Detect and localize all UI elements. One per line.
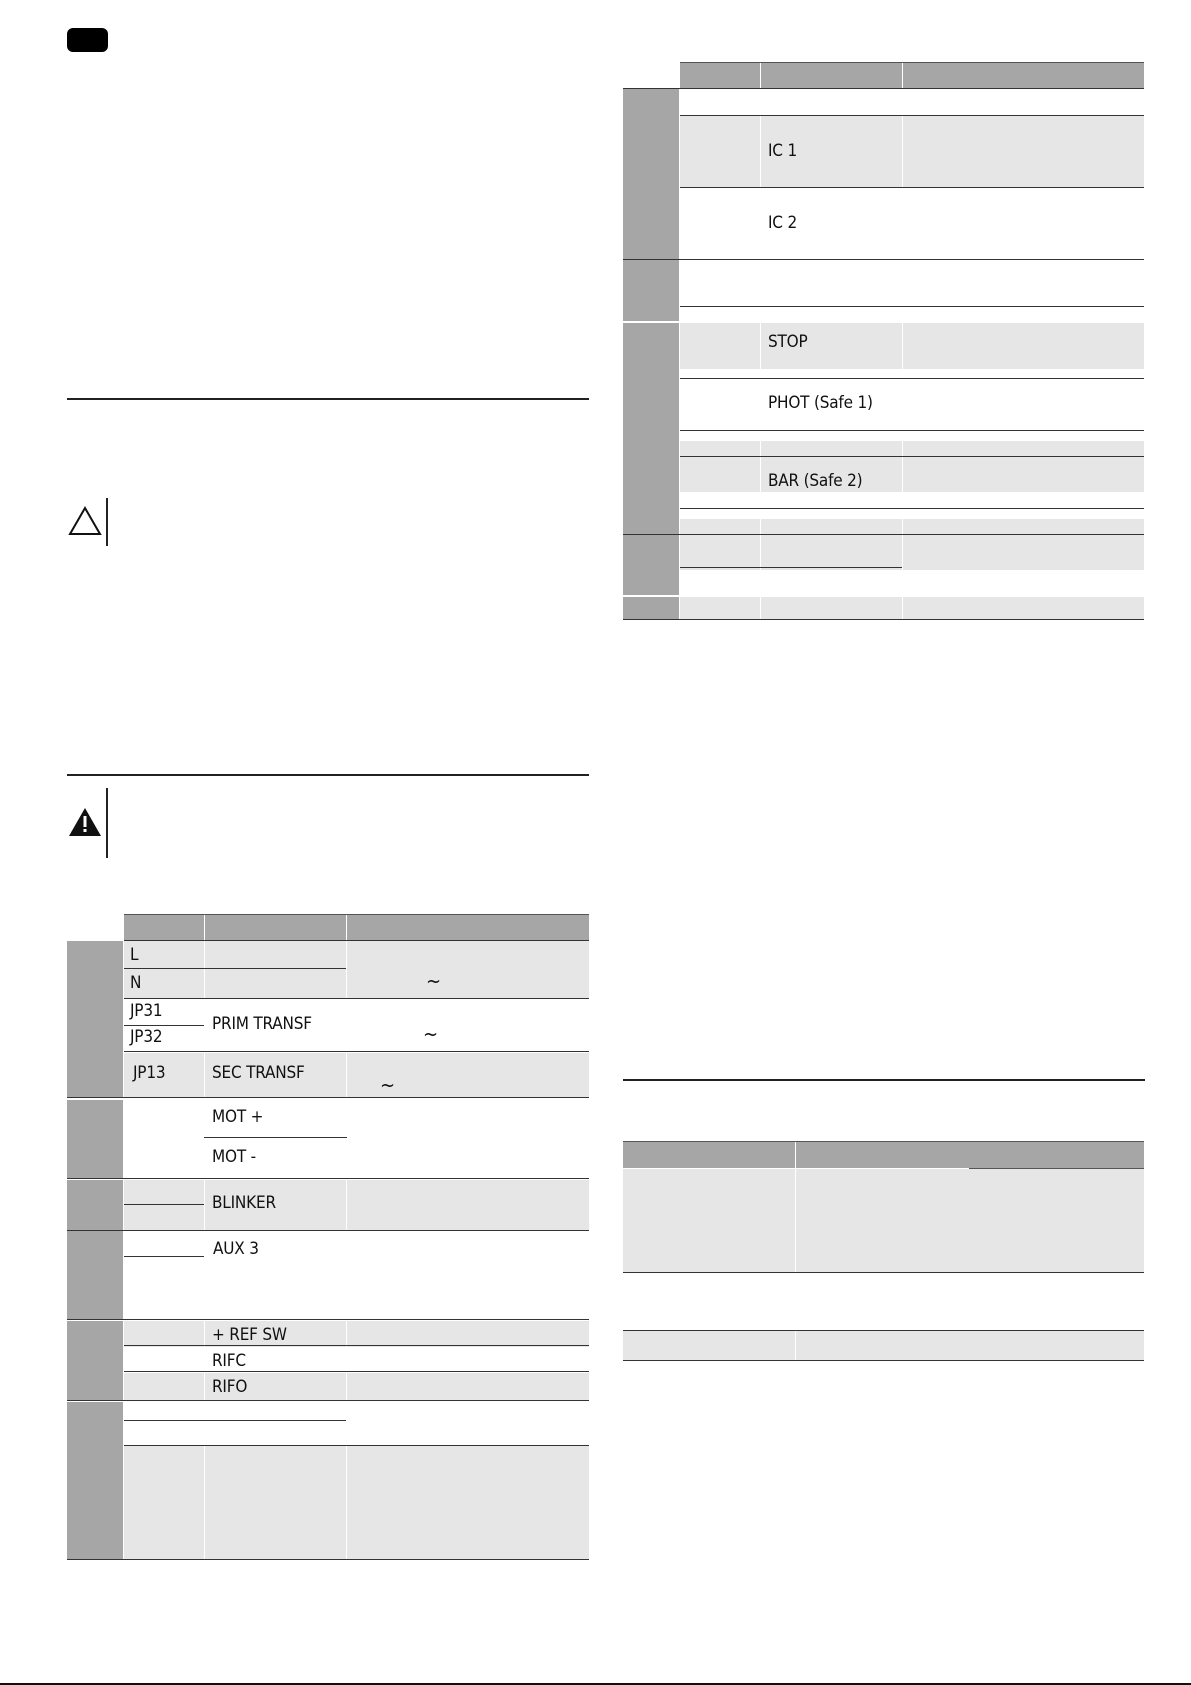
terminal-name: PRIM TRANSF (212, 1014, 312, 1034)
section-divider (67, 774, 589, 776)
group-bar (67, 1321, 123, 1400)
terminal-label: N (130, 973, 142, 993)
group-bar (623, 323, 679, 595)
terminal-label: JP31 (130, 1001, 163, 1021)
page-badge (67, 28, 108, 52)
table-header (623, 1141, 1144, 1168)
terminal-name: IC 2 (768, 213, 797, 233)
terminal-table-left (67, 914, 589, 1560)
note-bar (106, 788, 108, 858)
terminal-name: BAR (Safe 2) (768, 471, 863, 491)
terminal-name: + REF SW (212, 1325, 287, 1345)
table-header (124, 914, 589, 940)
note-bar (106, 498, 108, 546)
terminal-name: IC 1 (768, 141, 797, 161)
terminal-name: BLINKER (212, 1193, 276, 1213)
group-bar (623, 89, 679, 321)
terminal-name: RIFC (212, 1351, 246, 1371)
terminal-name: AUX 3 (213, 1239, 259, 1259)
section-divider (67, 398, 589, 400)
table-header (680, 62, 1144, 88)
info-table (623, 1141, 1144, 1362)
group-bar (67, 1100, 123, 1178)
terminal-label: JP32 (130, 1027, 163, 1047)
terminal-table-right (623, 62, 1144, 620)
group-bar (67, 1402, 123, 1560)
ac-symbol: ~ (380, 1073, 396, 1097)
terminal-name: SEC TRANSF (212, 1063, 305, 1083)
terminal-name: STOP (768, 332, 808, 352)
terminal-name: MOT - (212, 1147, 256, 1167)
terminal-label: JP13 (133, 1063, 166, 1083)
warning-filled-icon (68, 806, 102, 838)
terminal-name: MOT + (212, 1107, 264, 1127)
group-bar (623, 597, 679, 620)
group-bar (67, 1180, 123, 1319)
terminal-name: PHOT (Safe 1) (768, 393, 873, 413)
section-divider (623, 1079, 1145, 1081)
terminal-label: L (130, 945, 139, 965)
ac-symbol: ~ (426, 969, 442, 993)
terminal-name: RIFO (212, 1377, 248, 1397)
ac-symbol: ~ (423, 1022, 439, 1046)
warning-outline-icon (68, 505, 102, 537)
group-bar (67, 941, 123, 1098)
